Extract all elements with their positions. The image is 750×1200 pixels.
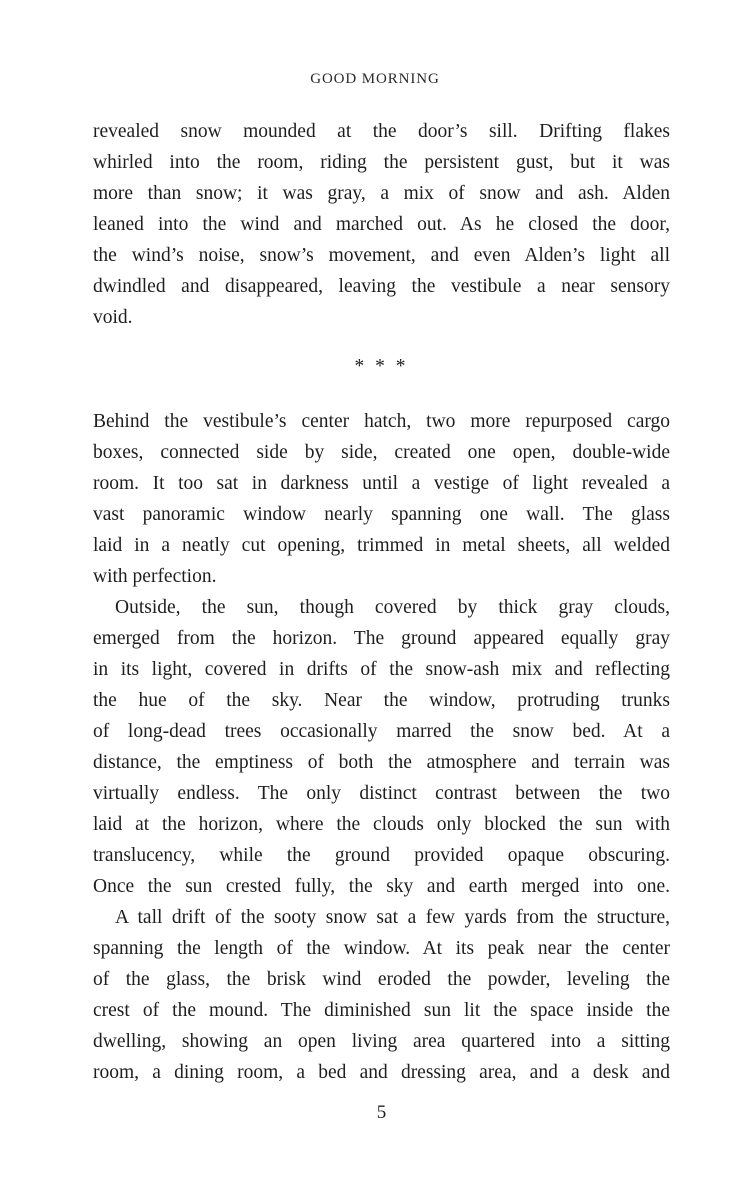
paragraph [93,406,670,592]
running-header: GOOD MORNING [310,71,440,87]
text-line: virtually endless. The only distinct contrast between the two [93,783,670,804]
text-line: more than snow; it was gray, a mix of snow and ash. Alden [93,183,670,204]
text-line: revealed snow mounded at the door’s sill. Drifting flakes [93,121,670,142]
text-line: boxes, connected side by side, created one open, double-wide [93,442,670,463]
text-line: dwindled and disappeared, leaving the vestibule a near sensory [93,276,670,297]
text-line: translucency, while the ground provided opaque obscuring. [93,845,670,866]
text-line: emerged from the horizon. The ground appeared equally gray [93,628,670,649]
text-line: leaned into the wind and marched out. As he closed the door, [93,214,670,235]
paragraph [93,116,670,333]
text-line: vast panoramic window nearly spanning one wall. The glass [93,504,670,525]
paragraph [93,592,670,902]
text-line: laid at the horizon, where the clouds only blocked the sun with [93,814,670,835]
text-line: whirled into the room, riding the persistent gust, but it was [93,152,670,173]
text-line: the wind’s noise, snow’s movement, and even Alden’s light all [93,245,670,266]
text-line: void. [93,307,133,328]
text-line: of long-dead trees occasionally marred the snow bed. At a [93,721,670,742]
text-line: the hue of the sky. Near the window, protruding trunks [93,690,670,711]
text-line: dwelling, showing an open living area quartered into a sitting [93,1031,670,1052]
text-line: Once the sun crested fully, the sky and earth merged into one. [93,876,670,897]
text-line: of the glass, the brisk wind eroded the powder, leveling the [93,969,670,990]
text-line: A tall drift of the sooty snow sat a few yards from the structure, [115,907,670,928]
text-line: Outside, the sun, though covered by thick gray clouds, [115,597,670,618]
text-line: room. It too sat in darkness until a vestige of light revealed a [93,473,670,494]
text-line: Behind the vestibule’s center hatch, two more repurposed cargo [93,411,670,432]
text-line: laid in a neatly cut opening, trimmed in metal sheets, all welded [93,535,670,556]
text-line: in its light, covered in drifts of the snow-ash mix and reflecting [93,659,670,680]
page-number: 5 [376,1102,387,1123]
text-line: distance, the emptiness of both the atmosphere and terrain was [93,752,670,773]
text-line: room, a dining room, a bed and dressing area, and a desk and [93,1062,670,1083]
text-line: spanning the length of the window. At its peak near the center [93,938,670,959]
text-line: with perfection. [93,566,217,587]
body-text [93,116,670,1088]
text-line: crest of the mound. The diminished sun lit the space inside the [93,1000,670,1021]
paragraph [93,902,670,1088]
scene-break: * * * [354,356,409,377]
